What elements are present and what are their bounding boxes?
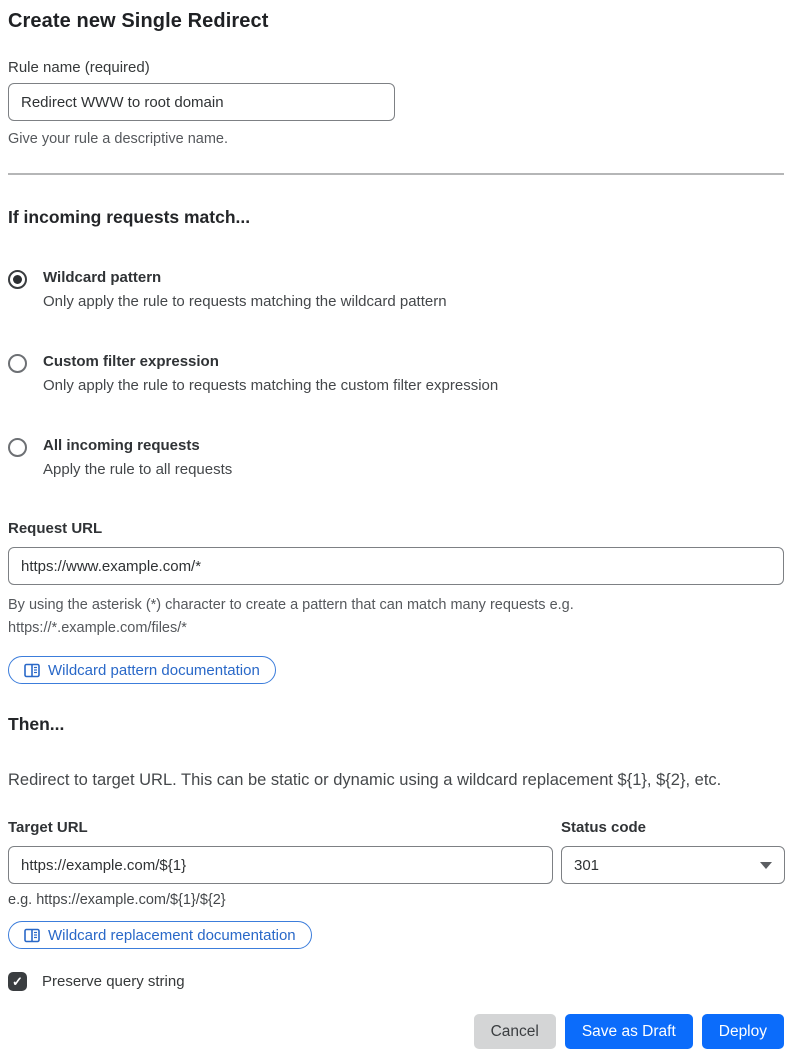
footer-actions — [8, 1014, 784, 1049]
page-title: Create new Single Redirect — [8, 10, 269, 32]
radio-option-wildcard-pattern[interactable] — [8, 268, 784, 312]
rule-name-input[interactable] — [8, 83, 395, 121]
target-status-row — [8, 819, 784, 908]
radio-option-label: All incoming requests — [43, 437, 200, 454]
request-url-input[interactable] — [8, 547, 784, 585]
rule-name-label: Rule name (required) — [8, 59, 150, 76]
wildcard-replacement-doc-button[interactable] — [8, 921, 312, 949]
rule-name-help: Give your rule a descriptive name. — [8, 131, 229, 147]
radio-selected-icon[interactable] — [8, 270, 27, 289]
wildcard-pattern-doc-button[interactable] — [8, 656, 276, 684]
radio-option-custom-filter-expression[interactable] — [8, 352, 784, 396]
radio-option-label: Custom filter expression — [43, 353, 219, 370]
book-icon — [24, 663, 40, 678]
status-code-select[interactable] — [561, 846, 785, 884]
radio-option-description: Only apply the rule to requests matching the custom filter expression — [43, 377, 499, 394]
status-code-label: Status code — [561, 819, 647, 836]
request-url-label: Request URL — [8, 520, 103, 537]
then-section-heading: Then... — [8, 714, 65, 734]
preserve-query-string-row[interactable] — [8, 972, 784, 991]
target-url-input[interactable] — [8, 846, 553, 884]
match-section-heading: If incoming requests match... — [8, 207, 251, 227]
request-url-help-line2: https://*.example.com/files/* — [8, 620, 187, 636]
target-url-label: Target URL — [8, 819, 88, 836]
deploy-button[interactable]: Deploy — [702, 1014, 784, 1049]
request-url-help — [8, 594, 784, 640]
book-icon — [24, 928, 40, 943]
preserve-query-string-label: Preserve query string — [42, 973, 185, 990]
radio-option-label: Wildcard pattern — [43, 269, 162, 286]
chevron-down-icon — [760, 862, 772, 869]
radio-unselected-icon[interactable] — [8, 354, 27, 373]
doc-button-label: Wildcard replacement documentation — [48, 926, 296, 944]
match-type-radio-group — [8, 268, 784, 480]
status-code-value: 301 — [574, 856, 600, 874]
save-as-draft-button[interactable]: Save as Draft — [565, 1014, 693, 1049]
then-description: Redirect to target URL. This can be static or dynamic using a wildcard replacement ${1}, ${2}, etc. — [8, 771, 722, 789]
cancel-button[interactable]: Cancel — [474, 1014, 556, 1049]
radio-option-all-incoming-requests[interactable] — [8, 436, 784, 480]
checkbox-checked-icon[interactable]: ✓ — [8, 972, 27, 991]
radio-option-description: Apply the rule to all requests — [43, 461, 233, 478]
target-url-help: e.g. https://example.com/${1}/${2} — [8, 892, 226, 908]
radio-unselected-icon[interactable] — [8, 438, 27, 457]
radio-option-description: Only apply the rule to requests matching the wildcard pattern — [43, 293, 447, 310]
section-divider — [8, 173, 784, 175]
request-url-help-line1: By using the asterisk (*) character to create a pattern that can match many requests e.g. — [8, 597, 574, 613]
doc-button-label: Wildcard pattern documentation — [48, 661, 260, 679]
